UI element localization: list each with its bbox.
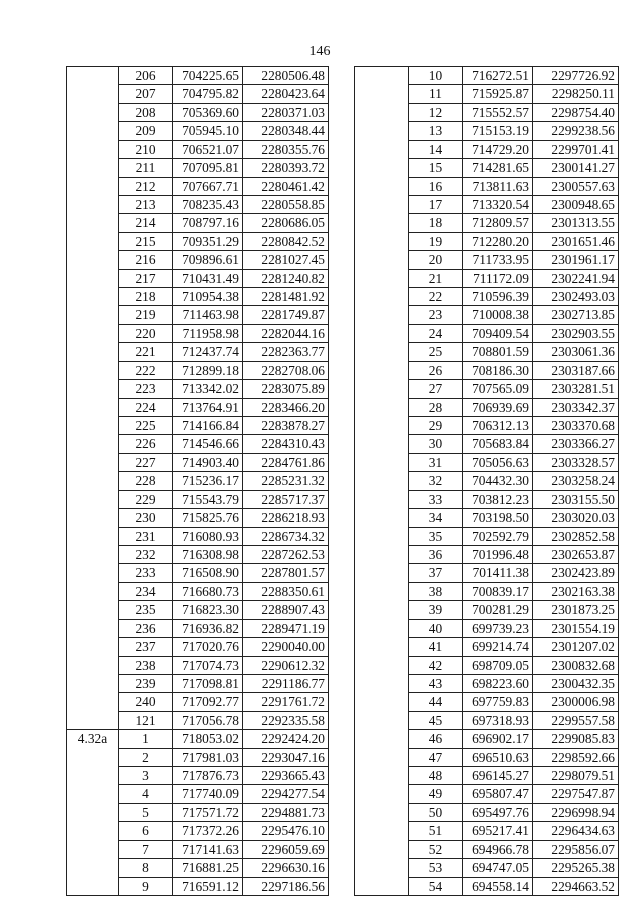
y-coordinate-cell: 2283878.27 [243,417,329,435]
point-number-cell: 22 [409,288,463,306]
point-number-cell: 16 [409,177,463,195]
x-coordinate-cell: 715153.19 [463,122,533,140]
y-coordinate-cell: 2281749.87 [243,306,329,324]
x-coordinate-cell: 715543.79 [173,490,243,508]
x-coordinate-cell: 707667.71 [173,177,243,195]
y-coordinate-cell: 2289471.19 [243,619,329,637]
y-coordinate-cell: 2301554.19 [533,619,619,637]
y-coordinate-cell: 2298592.66 [533,748,619,766]
point-number-cell: 211 [119,159,173,177]
y-coordinate-cell: 2290612.32 [243,656,329,674]
y-coordinate-cell: 2301313.55 [533,214,619,232]
y-coordinate-cell: 2303020.03 [533,509,619,527]
y-coordinate-cell: 2282708.06 [243,361,329,379]
x-coordinate-cell: 715825.76 [173,509,243,527]
coordinates-table-left [66,66,329,896]
x-coordinate-cell: 708801.59 [463,343,533,361]
y-coordinate-cell: 2303370.68 [533,417,619,435]
y-coordinate-cell: 2280686.05 [243,214,329,232]
point-number-cell: 11 [409,85,463,103]
x-coordinate-cell: 700281.29 [463,601,533,619]
x-coordinate-cell: 708186.30 [463,361,533,379]
x-coordinate-cell: 712899.18 [173,361,243,379]
point-number-cell: 237 [119,638,173,656]
point-number-cell: 1 [119,730,173,748]
x-coordinate-cell: 713811.63 [463,177,533,195]
y-coordinate-cell: 2300432.35 [533,674,619,692]
point-number-cell: 220 [119,324,173,342]
y-coordinate-cell: 2286218.93 [243,509,329,527]
x-coordinate-cell: 717740.09 [173,785,243,803]
point-number-cell: 20 [409,251,463,269]
y-coordinate-cell: 2299701.41 [533,140,619,158]
point-number-cell: 49 [409,785,463,803]
point-number-cell: 51 [409,822,463,840]
y-coordinate-cell: 2300141.27 [533,159,619,177]
x-coordinate-cell: 712280.20 [463,232,533,250]
point-number-cell: 38 [409,582,463,600]
y-coordinate-cell: 2301207.02 [533,638,619,656]
point-number-cell: 222 [119,361,173,379]
y-coordinate-cell: 2303061.36 [533,343,619,361]
point-number-cell: 235 [119,601,173,619]
point-number-cell: 44 [409,693,463,711]
point-number-cell: 35 [409,527,463,545]
y-coordinate-cell: 2294663.52 [533,877,619,895]
x-coordinate-cell: 714903.40 [173,453,243,471]
x-coordinate-cell: 709409.54 [463,324,533,342]
y-coordinate-cell: 2302423.89 [533,564,619,582]
y-coordinate-cell: 2283466.20 [243,398,329,416]
point-number-cell: 54 [409,877,463,895]
point-number-cell: 3 [119,767,173,785]
x-coordinate-cell: 716508.90 [173,564,243,582]
point-number-cell: 225 [119,417,173,435]
y-coordinate-cell: 2302852.58 [533,527,619,545]
y-coordinate-cell: 2299085.83 [533,730,619,748]
point-number-cell: 6 [119,822,173,840]
x-coordinate-cell: 697759.83 [463,693,533,711]
y-coordinate-cell: 2280461.42 [243,177,329,195]
x-coordinate-cell: 717571.72 [173,803,243,821]
y-coordinate-cell: 2281481.92 [243,288,329,306]
point-number-cell: 45 [409,711,463,729]
x-coordinate-cell: 707565.09 [463,380,533,398]
x-coordinate-cell: 713764.91 [173,398,243,416]
y-coordinate-cell: 2302713.85 [533,306,619,324]
x-coordinate-cell: 705056.63 [463,453,533,471]
point-number-cell: 239 [119,674,173,692]
y-coordinate-cell: 2285717.37 [243,490,329,508]
point-number-cell: 234 [119,582,173,600]
point-number-cell: 4 [119,785,173,803]
point-number-cell: 218 [119,288,173,306]
point-number-cell: 240 [119,693,173,711]
x-coordinate-cell: 694966.78 [463,840,533,858]
x-coordinate-cell: 718053.02 [173,730,243,748]
y-coordinate-cell: 2291761.72 [243,693,329,711]
x-coordinate-cell: 708797.16 [173,214,243,232]
y-coordinate-cell: 2294881.73 [243,803,329,821]
y-coordinate-cell: 2300948.65 [533,195,619,213]
x-coordinate-cell: 716591.12 [173,877,243,895]
point-number-cell: 36 [409,545,463,563]
y-coordinate-cell: 2281027.45 [243,251,329,269]
y-coordinate-cell: 2288907.43 [243,601,329,619]
point-number-cell: 15 [409,159,463,177]
x-coordinate-cell: 709896.61 [173,251,243,269]
y-coordinate-cell: 2287262.53 [243,545,329,563]
point-number-cell: 31 [409,453,463,471]
point-number-cell: 47 [409,748,463,766]
x-coordinate-cell: 711733.95 [463,251,533,269]
point-number-cell: 209 [119,122,173,140]
point-number-cell: 219 [119,306,173,324]
x-coordinate-cell: 695497.76 [463,803,533,821]
x-coordinate-cell: 696510.63 [463,748,533,766]
coordinates-table-right-body [355,67,619,896]
y-coordinate-cell: 2303281.51 [533,380,619,398]
x-coordinate-cell: 716080.93 [173,527,243,545]
x-coordinate-cell: 703198.50 [463,509,533,527]
x-coordinate-cell: 714281.65 [463,159,533,177]
y-coordinate-cell: 2295476.10 [243,822,329,840]
y-coordinate-cell: 2298250.11 [533,85,619,103]
point-number-cell: 52 [409,840,463,858]
point-number-cell: 53 [409,859,463,877]
y-coordinate-cell: 2284761.86 [243,453,329,471]
y-coordinate-cell: 2301961.17 [533,251,619,269]
x-coordinate-cell: 715236.17 [173,472,243,490]
section-cell [355,67,409,896]
section-cell [67,67,119,730]
point-number-cell: 221 [119,343,173,361]
x-coordinate-cell: 717074.73 [173,656,243,674]
point-number-cell: 217 [119,269,173,287]
point-number-cell: 21 [409,269,463,287]
y-coordinate-cell: 2280558.85 [243,195,329,213]
point-number-cell: 213 [119,195,173,213]
y-coordinate-cell: 2301651.46 [533,232,619,250]
x-coordinate-cell: 714166.84 [173,417,243,435]
x-coordinate-cell: 714546.66 [173,435,243,453]
point-number-cell: 29 [409,417,463,435]
y-coordinate-cell: 2285231.32 [243,472,329,490]
x-coordinate-cell: 714729.20 [463,140,533,158]
y-coordinate-cell: 2303187.66 [533,361,619,379]
point-number-cell: 14 [409,140,463,158]
point-number-cell: 33 [409,490,463,508]
y-coordinate-cell: 2295856.07 [533,840,619,858]
y-coordinate-cell: 2297547.87 [533,785,619,803]
x-coordinate-cell: 706312.13 [463,417,533,435]
x-coordinate-cell: 698709.05 [463,656,533,674]
x-coordinate-cell: 696145.27 [463,767,533,785]
x-coordinate-cell: 699739.23 [463,619,533,637]
y-coordinate-cell: 2280506.48 [243,67,329,85]
x-coordinate-cell: 703812.23 [463,490,533,508]
x-coordinate-cell: 711172.09 [463,269,533,287]
point-number-cell: 37 [409,564,463,582]
y-coordinate-cell: 2282363.77 [243,343,329,361]
x-coordinate-cell: 705369.60 [173,103,243,121]
y-coordinate-cell: 2293665.43 [243,767,329,785]
x-coordinate-cell: 716936.82 [173,619,243,637]
point-number-cell: 18 [409,214,463,232]
y-coordinate-cell: 2287801.57 [243,564,329,582]
x-coordinate-cell: 716272.51 [463,67,533,85]
point-number-cell: 215 [119,232,173,250]
y-coordinate-cell: 2280842.52 [243,232,329,250]
point-number-cell: 212 [119,177,173,195]
point-number-cell: 232 [119,545,173,563]
coordinates-table-right [354,66,619,896]
point-number-cell: 224 [119,398,173,416]
x-coordinate-cell: 699214.74 [463,638,533,656]
point-number-cell: 46 [409,730,463,748]
x-coordinate-cell: 716308.98 [173,545,243,563]
y-coordinate-cell: 2296059.69 [243,840,329,858]
x-coordinate-cell: 716881.25 [173,859,243,877]
x-coordinate-cell: 717372.26 [173,822,243,840]
point-number-cell: 48 [409,767,463,785]
y-coordinate-cell: 2300006.98 [533,693,619,711]
point-number-cell: 233 [119,564,173,582]
y-coordinate-cell: 2292335.58 [243,711,329,729]
y-coordinate-cell: 2302493.03 [533,288,619,306]
x-coordinate-cell: 713320.54 [463,195,533,213]
coordinates-table-left-body [67,67,329,896]
y-coordinate-cell: 2300557.63 [533,177,619,195]
y-coordinate-cell: 2296434.63 [533,822,619,840]
x-coordinate-cell: 698223.60 [463,674,533,692]
x-coordinate-cell: 694558.14 [463,877,533,895]
y-coordinate-cell: 2280393.72 [243,159,329,177]
y-coordinate-cell: 2303366.27 [533,435,619,453]
point-number-cell: 32 [409,472,463,490]
point-number-cell: 207 [119,85,173,103]
point-number-cell: 30 [409,435,463,453]
table-row [67,67,329,85]
x-coordinate-cell: 695807.47 [463,785,533,803]
y-coordinate-cell: 2302163.38 [533,582,619,600]
y-coordinate-cell: 2280355.76 [243,140,329,158]
point-number-cell: 216 [119,251,173,269]
table-row [67,730,329,748]
point-number-cell: 12 [409,103,463,121]
point-number-cell: 214 [119,214,173,232]
y-coordinate-cell: 2284310.43 [243,435,329,453]
x-coordinate-cell: 704432.30 [463,472,533,490]
x-coordinate-cell: 715552.57 [463,103,533,121]
x-coordinate-cell: 710008.38 [463,306,533,324]
x-coordinate-cell: 696902.17 [463,730,533,748]
point-number-cell: 226 [119,435,173,453]
point-number-cell: 2 [119,748,173,766]
x-coordinate-cell: 700839.17 [463,582,533,600]
point-number-cell: 17 [409,195,463,213]
point-number-cell: 236 [119,619,173,637]
point-number-cell: 27 [409,380,463,398]
x-coordinate-cell: 711958.98 [173,324,243,342]
y-coordinate-cell: 2303155.50 [533,490,619,508]
x-coordinate-cell: 717020.76 [173,638,243,656]
point-number-cell: 9 [119,877,173,895]
y-coordinate-cell: 2280423.64 [243,85,329,103]
point-number-cell: 25 [409,343,463,361]
x-coordinate-cell: 717981.03 [173,748,243,766]
point-number-cell: 121 [119,711,173,729]
y-coordinate-cell: 2286734.32 [243,527,329,545]
y-coordinate-cell: 2302653.87 [533,545,619,563]
y-coordinate-cell: 2303258.24 [533,472,619,490]
point-number-cell: 210 [119,140,173,158]
x-coordinate-cell: 702592.79 [463,527,533,545]
x-coordinate-cell: 709351.29 [173,232,243,250]
y-coordinate-cell: 2303342.37 [533,398,619,416]
y-coordinate-cell: 2303328.57 [533,453,619,471]
point-number-cell: 23 [409,306,463,324]
x-coordinate-cell: 706521.07 [173,140,243,158]
point-number-cell: 231 [119,527,173,545]
point-number-cell: 223 [119,380,173,398]
x-coordinate-cell: 708235.43 [173,195,243,213]
point-number-cell: 208 [119,103,173,121]
point-number-cell: 5 [119,803,173,821]
x-coordinate-cell: 716680.73 [173,582,243,600]
x-coordinate-cell: 701411.38 [463,564,533,582]
point-number-cell: 42 [409,656,463,674]
point-number-cell: 227 [119,453,173,471]
y-coordinate-cell: 2291186.77 [243,674,329,692]
point-number-cell: 19 [409,232,463,250]
y-coordinate-cell: 2282044.16 [243,324,329,342]
y-coordinate-cell: 2290040.00 [243,638,329,656]
y-coordinate-cell: 2288350.61 [243,582,329,600]
point-number-cell: 34 [409,509,463,527]
y-coordinate-cell: 2296630.16 [243,859,329,877]
section-cell: 4.32a [67,730,119,896]
x-coordinate-cell: 694747.05 [463,859,533,877]
y-coordinate-cell: 2294277.54 [243,785,329,803]
point-number-cell: 13 [409,122,463,140]
x-coordinate-cell: 713342.02 [173,380,243,398]
y-coordinate-cell: 2297186.56 [243,877,329,895]
point-number-cell: 228 [119,472,173,490]
x-coordinate-cell: 712437.74 [173,343,243,361]
x-coordinate-cell: 716823.30 [173,601,243,619]
y-coordinate-cell: 2293047.16 [243,748,329,766]
table-row [355,67,619,85]
y-coordinate-cell: 2280371.03 [243,103,329,121]
point-number-cell: 230 [119,509,173,527]
x-coordinate-cell: 707095.81 [173,159,243,177]
x-coordinate-cell: 710431.49 [173,269,243,287]
y-coordinate-cell: 2300832.68 [533,656,619,674]
x-coordinate-cell: 705683.84 [463,435,533,453]
y-coordinate-cell: 2302903.55 [533,324,619,342]
x-coordinate-cell: 701996.48 [463,545,533,563]
y-coordinate-cell: 2295265.38 [533,859,619,877]
point-number-cell: 26 [409,361,463,379]
point-number-cell: 50 [409,803,463,821]
point-number-cell: 238 [119,656,173,674]
x-coordinate-cell: 697318.93 [463,711,533,729]
page-number: 146 [309,44,331,59]
x-coordinate-cell: 695217.41 [463,822,533,840]
point-number-cell: 43 [409,674,463,692]
point-number-cell: 39 [409,601,463,619]
y-coordinate-cell: 2283075.89 [243,380,329,398]
x-coordinate-cell: 717092.77 [173,693,243,711]
point-number-cell: 7 [119,840,173,858]
x-coordinate-cell: 704225.65 [173,67,243,85]
point-number-cell: 206 [119,67,173,85]
y-coordinate-cell: 2302241.94 [533,269,619,287]
y-coordinate-cell: 2297726.92 [533,67,619,85]
y-coordinate-cell: 2296998.94 [533,803,619,821]
x-coordinate-cell: 711463.98 [173,306,243,324]
y-coordinate-cell: 2298079.51 [533,767,619,785]
point-number-cell: 229 [119,490,173,508]
x-coordinate-cell: 710954.38 [173,288,243,306]
point-number-cell: 41 [409,638,463,656]
x-coordinate-cell: 717141.63 [173,840,243,858]
x-coordinate-cell: 706939.69 [463,398,533,416]
point-number-cell: 10 [409,67,463,85]
x-coordinate-cell: 715925.87 [463,85,533,103]
y-coordinate-cell: 2292424.20 [243,730,329,748]
x-coordinate-cell: 712809.57 [463,214,533,232]
y-coordinate-cell: 2280348.44 [243,122,329,140]
x-coordinate-cell: 710596.39 [463,288,533,306]
point-number-cell: 24 [409,324,463,342]
point-number-cell: 40 [409,619,463,637]
y-coordinate-cell: 2298754.40 [533,103,619,121]
y-coordinate-cell: 2299238.56 [533,122,619,140]
point-number-cell: 28 [409,398,463,416]
x-coordinate-cell: 705945.10 [173,122,243,140]
y-coordinate-cell: 2301873.25 [533,601,619,619]
point-number-cell: 8 [119,859,173,877]
x-coordinate-cell: 717876.73 [173,767,243,785]
y-coordinate-cell: 2281240.82 [243,269,329,287]
x-coordinate-cell: 717098.81 [173,674,243,692]
y-coordinate-cell: 2299557.58 [533,711,619,729]
x-coordinate-cell: 717056.78 [173,711,243,729]
x-coordinate-cell: 704795.82 [173,85,243,103]
